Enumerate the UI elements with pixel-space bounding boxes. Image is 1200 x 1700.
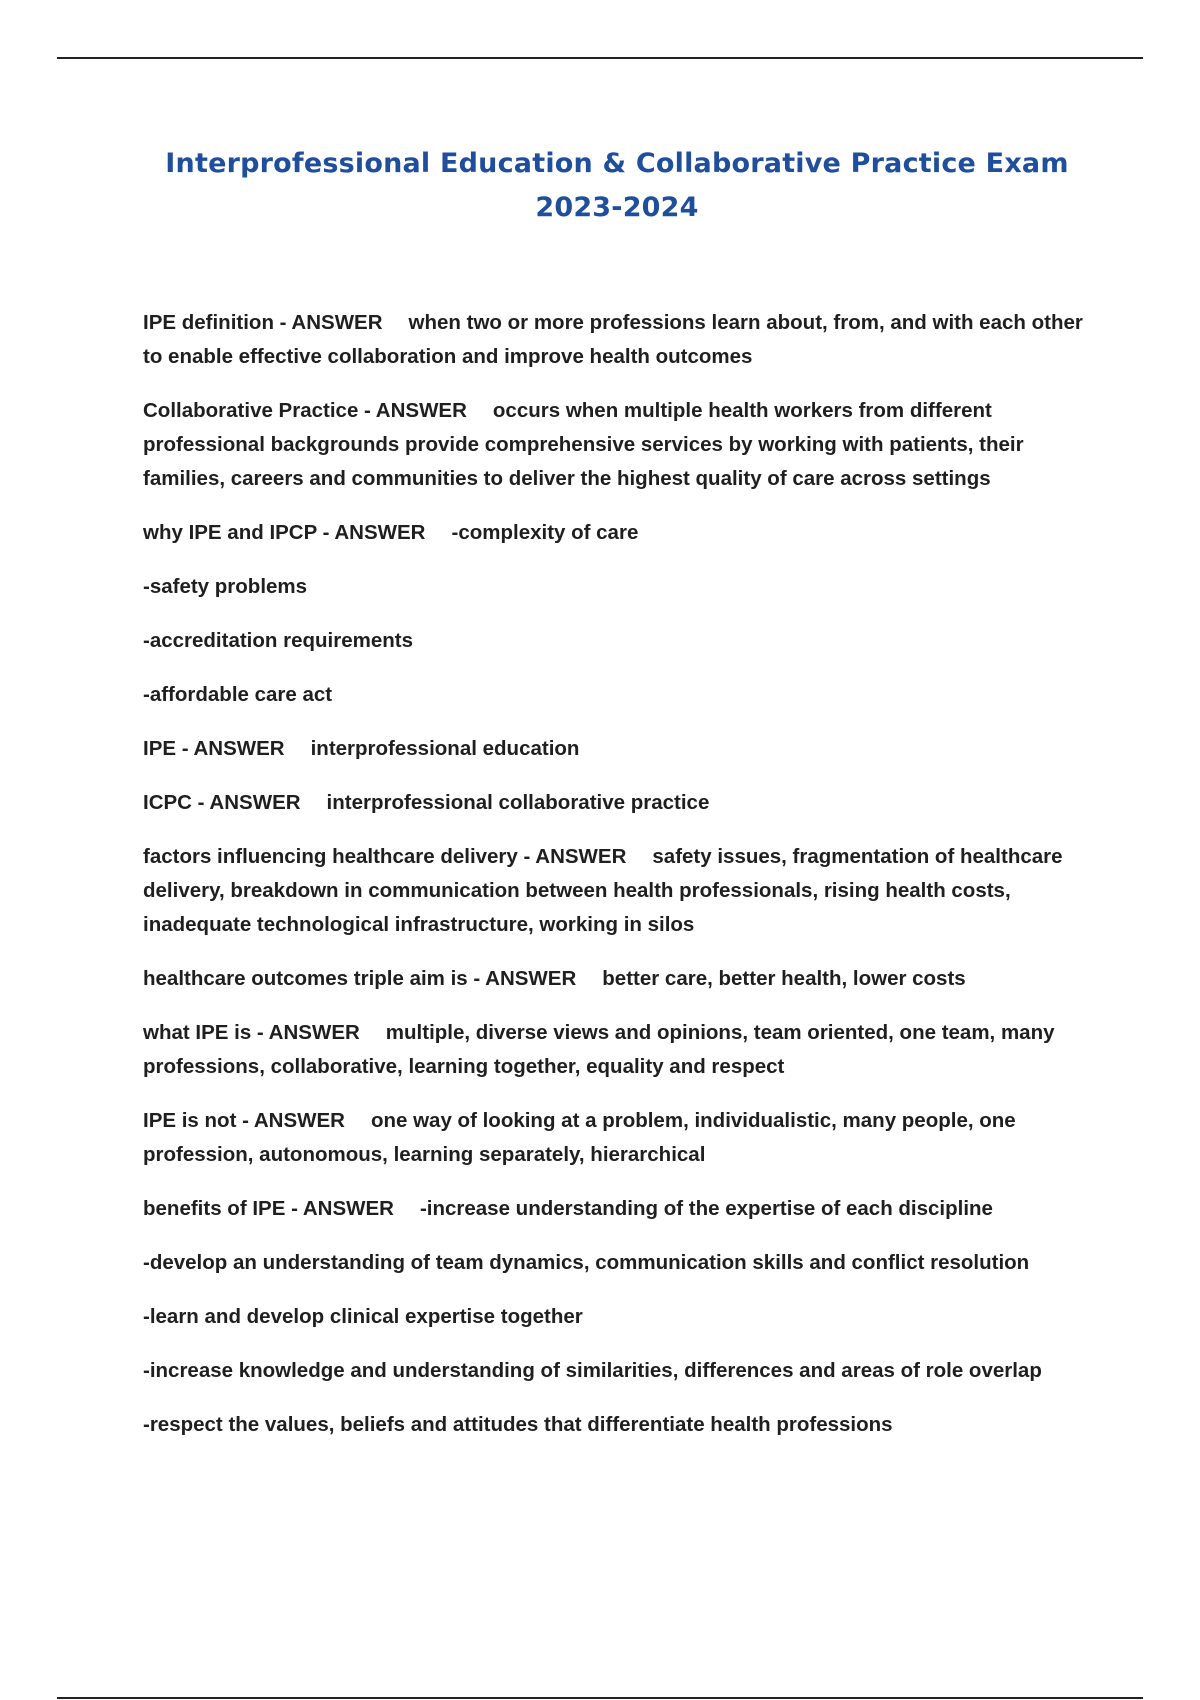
qa-bullet — [143, 1300, 1093, 1334]
entry-answer: one way of looking at a problem, individualistic, many people, one profession, autonomous, learning separately, hierarchical — [143, 1109, 1016, 1166]
entry-term: why IPE and IPCP - ANSWER — [143, 521, 426, 544]
qa-bullet — [143, 1354, 1093, 1388]
top-divider — [57, 57, 1143, 59]
bottom-divider — [57, 1697, 1143, 1699]
entry-term: benefits of IPE - ANSWER — [143, 1197, 394, 1220]
qa-entry — [143, 516, 1093, 550]
qa-bullet — [143, 1246, 1093, 1280]
qa-entry — [143, 1192, 1093, 1226]
entry-term: Collaborative Practice - ANSWER — [143, 399, 467, 422]
title-line-2: 2023-2024 — [535, 192, 699, 223]
qa-list — [143, 306, 1093, 1462]
entry-answer: -complexity of care — [451, 521, 639, 544]
entry-answer: -increase knowledge and understanding of similarities, differences and areas of role overlap — [143, 1359, 1042, 1382]
entry-answer: interprofessional education — [310, 737, 580, 760]
entry-answer: -learn and develop clinical expertise together — [143, 1305, 583, 1328]
entry-term: what IPE is - ANSWER — [143, 1021, 360, 1044]
qa-entry — [143, 786, 1093, 820]
entry-term: IPE - ANSWER — [143, 737, 285, 760]
entry-answer: better care, better health, lower costs — [602, 967, 966, 990]
entry-answer: -increase understanding of the expertise of each discipline — [419, 1197, 993, 1220]
entry-term: healthcare outcomes triple aim is - ANSWER — [143, 967, 577, 990]
entry-answer: -safety problems — [143, 575, 308, 598]
entry-answer: -affordable care act — [143, 683, 333, 706]
entry-answer: when two or more professions learn about, from, and with each other to enable effective collaboration and improve health outcomes — [143, 311, 1083, 368]
entry-term: ICPC - ANSWER — [143, 791, 301, 814]
qa-bullet — [143, 624, 1093, 658]
qa-entry — [143, 732, 1093, 766]
entry-answer: occurs when multiple health workers from different professional backgrounds provide comprehensive services by working with patients, their families, careers and communities to deliver the highest quality of care across settings — [143, 399, 1024, 490]
entry-answer: -develop an understanding of team dynamics, communication skills and conflict resolution — [143, 1251, 1030, 1274]
qa-bullet — [143, 678, 1093, 712]
entry-answer: multiple, diverse views and opinions, team oriented, one team, many professions, collaborative, learning together, equality and respect — [143, 1021, 1055, 1078]
entry-answer: -respect the values, beliefs and attitudes that differentiate health professions — [143, 1413, 893, 1436]
qa-entry — [143, 1016, 1093, 1084]
entry-term: IPE is not - ANSWER — [143, 1109, 345, 1132]
page-title — [100, 142, 1134, 230]
qa-entry — [143, 306, 1093, 374]
qa-entry — [143, 1104, 1093, 1172]
title-line-1: Interprofessional Education & Collaborative Practice Exam — [165, 148, 1069, 179]
entry-answer: safety issues, fragmentation of healthcare delivery, breakdown in communication between health professionals, rising health costs, inadequate technological infrastructure, working in silos — [143, 845, 1063, 936]
qa-entry — [143, 840, 1093, 942]
entry-answer: interprofessional collaborative practice — [326, 791, 710, 814]
entry-answer: -accreditation requirements — [143, 629, 413, 652]
qa-entry — [143, 394, 1093, 496]
qa-bullet — [143, 1408, 1093, 1442]
entry-term: factors influencing healthcare delivery - ANSWER — [143, 845, 627, 868]
qa-entry — [143, 962, 1093, 996]
entry-term: IPE definition - ANSWER — [143, 311, 383, 334]
qa-bullet — [143, 570, 1093, 604]
